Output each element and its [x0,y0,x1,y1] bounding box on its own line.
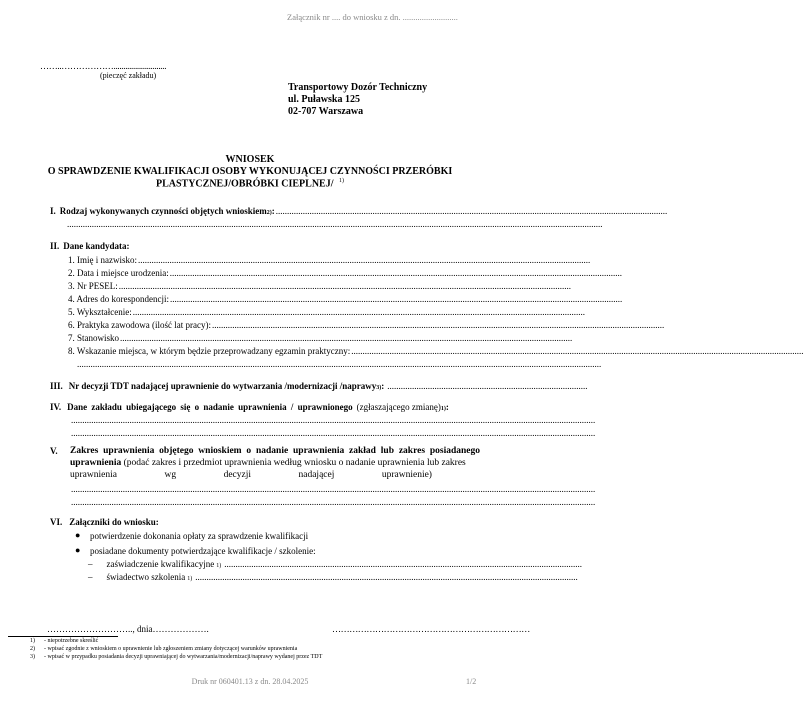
section-3-label: Nr decyzji TDT nadającej uprawnienie do wytwarzania /modernizacji /naprawy [68,381,377,391]
education-field[interactable]: ......................................................................................................................................................................................................... [132,307,586,317]
company-data-field-line2[interactable]: ......................................................................................................................................................................................................................................... [71,428,596,438]
birth-field[interactable]: ......................................................................................................................................................................................................... [169,268,622,278]
section-2-label: Dane kandydata: [63,241,130,251]
position-field[interactable]: ......................................................................................................................................................................................................... [120,333,573,343]
field-label: 2. Data i miejsce urodzenia: [68,268,169,278]
dash-marker: – [88,559,93,569]
training-row [88,572,578,582]
place-date-field[interactable]: ……………………….., dnia………………. [47,624,209,634]
footnote-2: 2) - wpisać zgodnie z wnioskiem o uprawnienie lub zgłoszeniem zmiany dotyczącej warunków uprawnienia [30,646,298,652]
stamp-label: (pieczęć zakładu) [100,71,157,80]
training-label: świadectwo szkolenia [106,572,186,582]
section-4-note: (zgłaszającego zmianę) [356,402,441,412]
section-6-header [50,517,159,527]
scope-field-line2[interactable]: ......................................................................................................................................................................................................................................... [71,497,596,507]
candidate-name-field[interactable]: ......................................................................................................................................................................................................... [138,255,591,265]
section-5-line3: uprawnienia wg decyzji nadającej uprawnienie) [70,470,432,480]
footnote-ref: 2) [266,210,272,216]
candidate-name-row [68,255,591,265]
dash-marker: – [88,572,93,582]
field-label: 4. Adres do korespondencji: [68,294,169,304]
education-row [68,307,586,317]
experience-field[interactable]: ......................................................................................................................................................................................................... [211,320,665,330]
attachment-note: Załącznik nr .... do wniosku z dn. .......................... [287,12,458,22]
position-row [68,333,573,343]
bullet-icon: ● [75,545,81,555]
attachment-documents: posiadane dokumenty potwierdzające kwalifikacje / szkolenie: [90,546,316,556]
addressee-street: ul. Puławska 125 [288,94,360,105]
addressee-name: Transportowy Dozór Techniczny [288,82,428,93]
page-number: 1/2 [466,677,477,686]
section-4-label: Dane zakładu ubiegającego się o nadanie uprawnienia / uprawnionego [67,402,353,412]
section-3-row: III. Nr decyzji TDT nadającej uprawnienie do wytwarzania /modernizacji /naprawy $_{3)}$ : ......................................................................................... [50,381,588,391]
stamp-dots: ……..………………........................... [40,61,167,71]
section-1-number: I. [50,206,56,216]
footnote-ref: 1) [440,406,446,412]
field-label: 3. Nr PESEL: [68,281,118,291]
experience-row [68,320,665,330]
footnote-ref: 1) [339,178,345,184]
address-row [68,294,623,304]
section-3-number: III. [50,381,63,391]
field-label: 7. Stanowisko [68,333,120,343]
section-5-number: V. [50,446,58,456]
footnote-1: 1) - niepotrzebne skreślić [30,638,99,644]
footnote-ref: 3) [376,385,382,391]
attachment-payment: potwierdzenie dokonania opłaty za sprawdzenie kwalifikacji [90,531,309,541]
document-subtitle-1: O SPRAWDZENIE KWALIFIKACJI OSOBY WYKONUJĄCEJ CZYNNOŚCI PRZERÓBKI [47,166,453,177]
form-number: Druk nr 060401.13 z dn. 28.04.2025 [191,677,309,686]
section-5-line2: uprawnienia (podać zakres i przedmiot uprawnienia według wniosku o nadanie uprawnienia lub zakres [70,458,466,468]
section-2-number: II. [50,241,60,251]
address-field[interactable]: ......................................................................................................................................................................................................... [169,294,623,304]
section-1-field[interactable]: .............................................................................................................................................................................. [275,206,668,216]
document-subtitle-2: PLASTYCZNEJ/OBRÓBKI CIEPLNEJ/ $^{1)}$ [155,178,345,190]
exam-location-field[interactable]: ......................................................................................................................................................................................................... [351,346,803,356]
section-1-row: I. Rodzaj wykonywanych czynności objętych wnioskiem $_{2)}$ : .............................................................................................................................................................................. [50,206,668,216]
footnote-ref: 1) [187,576,193,582]
section-1-field-line2[interactable]: .............................................................................................................................................................................................................................................. [67,219,603,229]
scope-field-line1[interactable]: ......................................................................................................................................................................................................................................... [71,484,596,494]
footnote-divider [8,636,118,637]
field-label: 5. Wykształcenie: [68,307,132,317]
pesel-row [68,281,572,291]
certificate-row [88,559,582,569]
bullet-icon: ● [75,530,81,540]
footnote-ref: 1) [216,563,222,569]
company-data-field-line1[interactable]: ......................................................................................................................................................................................................................................... [71,415,596,425]
exam-location-row [68,346,803,356]
section-2-header [50,241,130,251]
training-field[interactable]: .......................................................................................................................................................................... [195,572,578,582]
certificate-field[interactable]: ............................................................................................................................................................... [224,559,582,569]
section-6-label: Załączniki do wniosku: [69,517,159,527]
pesel-field[interactable]: ......................................................................................................................................................................................................... [118,281,572,291]
section-4-number: IV. [50,402,62,412]
field-label: 8. Wskazanie miejsca, w którym będzie przeprowadzany egzamin praktyczny: [68,346,351,356]
decision-number-field[interactable]: ......................................................................................... [387,381,588,391]
section-1-label: Rodzaj wykonywanych czynności objętych wnioskiem [59,206,267,216]
certificate-label: zaświadczenie kwalifikacyjne [106,559,215,569]
section-6-number: VI. [50,517,63,527]
footnote-3: 3) - wpisać w przypadku posiadania decyzji uprawniającej do wytwarzania/modernizacji/naprawy wydanej przez TDT [30,654,323,660]
birth-row [68,268,622,278]
section-5-line1: Zakres uprawnienia objętego wnioskiem o nadanie uprawnienia zakład lub zakres posiadanego [70,446,480,456]
addressee-city: 02-707 Warszawa [288,106,364,117]
exam-location-field-line2[interactable]: ......................................................................................................................................................................................................................................... [77,359,602,369]
field-label: 1. Imię i nazwisko: [68,255,137,265]
signature-field[interactable]: …………………………………………………………… [332,624,530,634]
field-label: 6. Praktyka zawodowa (ilość lat pracy): [68,320,211,330]
document-title: WNIOSEK [225,154,275,165]
section-4-row: IV. Dane zakładu ubiegającego się o nadanie uprawnienia / uprawnionego (zgłaszającego zmianę) $_{1)}$ : [50,402,449,412]
